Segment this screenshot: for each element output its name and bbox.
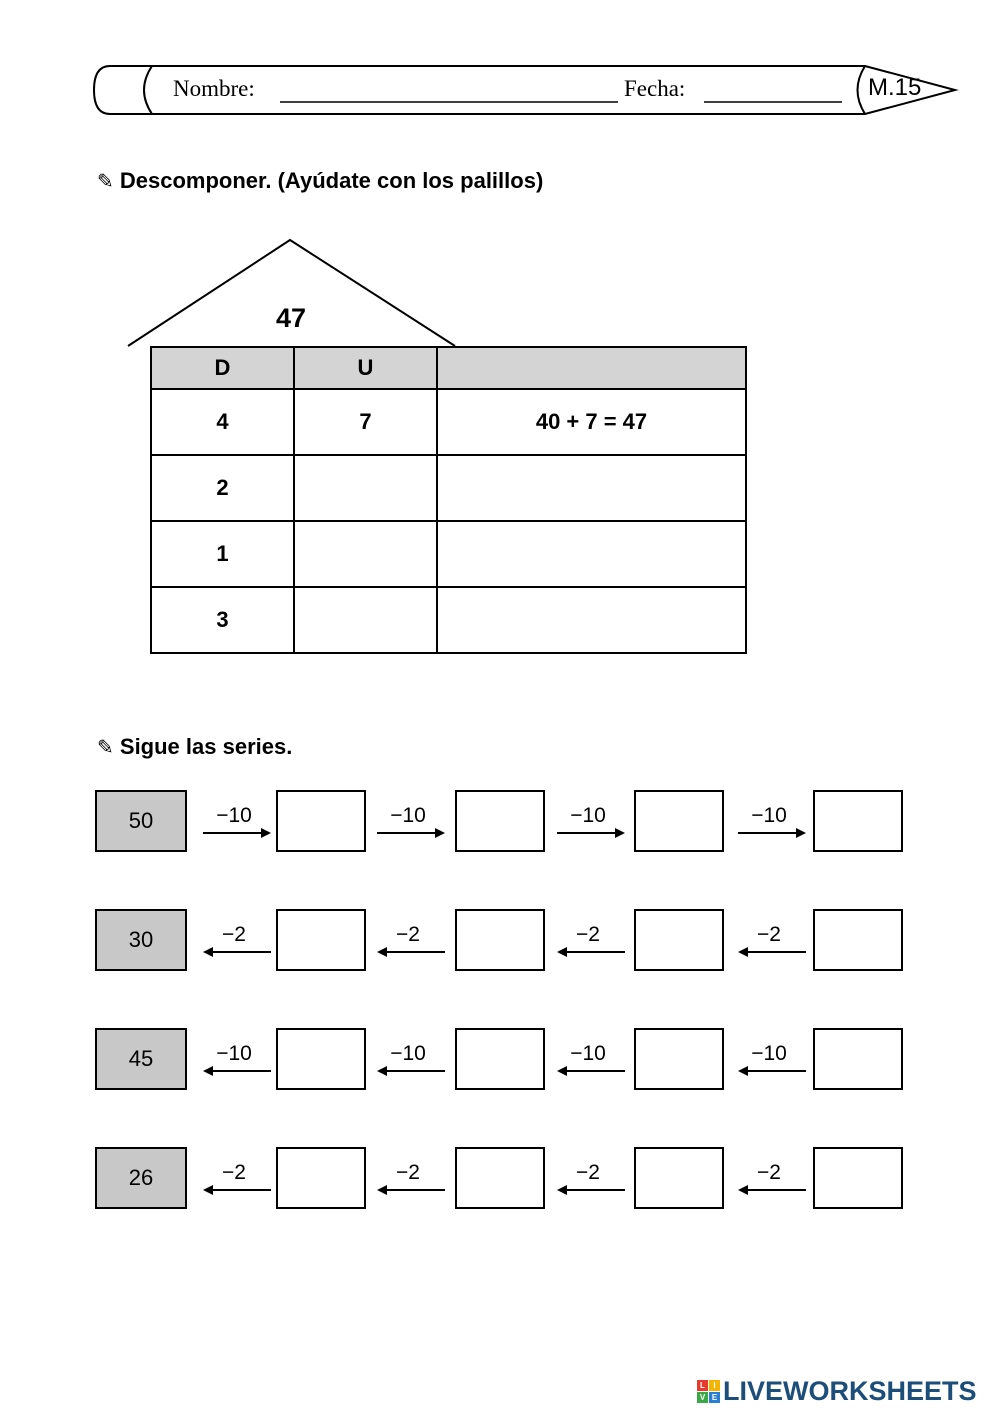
step-label: −10 bbox=[570, 1042, 606, 1065]
name-label: Nombre: bbox=[173, 76, 255, 101]
step-label: −2 bbox=[396, 923, 420, 946]
series-step bbox=[738, 1147, 814, 1207]
section2-heading bbox=[97, 734, 292, 760]
series-step bbox=[557, 790, 633, 850]
step-label: −10 bbox=[570, 804, 606, 827]
section2-title: Sigue las series. bbox=[119, 734, 293, 759]
tens-cell: 4 bbox=[151, 389, 294, 455]
header-units: U bbox=[294, 347, 437, 389]
date-label: Fecha: bbox=[624, 76, 686, 101]
table-row bbox=[151, 587, 746, 653]
arrow-left-icon bbox=[738, 1183, 808, 1197]
table-row bbox=[151, 521, 746, 587]
series-answer-box[interactable] bbox=[634, 790, 724, 852]
step-label: −10 bbox=[216, 1042, 252, 1065]
series-step bbox=[203, 790, 279, 850]
section1-title: Descomponer. (Ayúdate con los palillos) bbox=[119, 168, 544, 193]
series-answer-box[interactable] bbox=[813, 909, 903, 971]
worksheet-code: M.15 bbox=[868, 74, 922, 101]
series-answer-box[interactable] bbox=[634, 1147, 724, 1209]
step-label: −2 bbox=[757, 923, 781, 946]
step-label: −2 bbox=[222, 1161, 246, 1184]
series-step bbox=[738, 790, 814, 850]
series-answer-box[interactable] bbox=[813, 790, 903, 852]
logo-letter: E bbox=[709, 1392, 720, 1403]
sum-cell: 40 + 7 = 47 bbox=[437, 389, 746, 455]
series-answer-box[interactable] bbox=[634, 909, 724, 971]
arrow-right-icon bbox=[377, 826, 447, 840]
table-header-row bbox=[151, 347, 746, 389]
arrow-left-icon bbox=[738, 1064, 808, 1078]
roof-number: 47 bbox=[275, 303, 307, 333]
arrow-right-icon bbox=[203, 826, 273, 840]
step-label: −10 bbox=[751, 804, 787, 827]
table-row bbox=[151, 455, 746, 521]
series-start-box: 50 bbox=[95, 790, 187, 852]
series-answer-box[interactable] bbox=[276, 1147, 366, 1209]
series-step bbox=[377, 1028, 453, 1088]
step-label: −10 bbox=[390, 1042, 426, 1065]
series-answer-box[interactable] bbox=[455, 1147, 545, 1209]
table-row bbox=[151, 389, 746, 455]
tens-cell: 2 bbox=[151, 455, 294, 521]
arrow-left-icon bbox=[738, 945, 808, 959]
units-answer-cell[interactable] bbox=[294, 455, 437, 521]
step-label: −2 bbox=[757, 1161, 781, 1184]
series-step bbox=[557, 1147, 633, 1207]
series-step bbox=[738, 909, 814, 969]
logo-letter: I bbox=[709, 1380, 720, 1391]
series-row bbox=[95, 1147, 905, 1209]
step-label: −10 bbox=[390, 804, 426, 827]
sum-answer-cell[interactable] bbox=[437, 587, 746, 653]
series-start-box: 45 bbox=[95, 1028, 187, 1090]
series-answer-box[interactable] bbox=[455, 1028, 545, 1090]
series-answer-box[interactable] bbox=[813, 1028, 903, 1090]
series-answer-box[interactable] bbox=[276, 909, 366, 971]
arrow-left-icon bbox=[203, 945, 273, 959]
decomposition-table bbox=[150, 346, 747, 654]
series-answer-box[interactable] bbox=[813, 1147, 903, 1209]
step-label: −2 bbox=[222, 923, 246, 946]
logo-letter: L bbox=[697, 1380, 708, 1391]
section1-heading bbox=[97, 168, 543, 194]
series-answer-box[interactable] bbox=[276, 1028, 366, 1090]
header-sum bbox=[437, 347, 746, 389]
series-step bbox=[203, 1028, 279, 1088]
step-label: −10 bbox=[216, 804, 252, 827]
step-label: −10 bbox=[751, 1042, 787, 1065]
series-step bbox=[377, 909, 453, 969]
logo-blocks-icon bbox=[697, 1380, 720, 1403]
series-answer-box[interactable] bbox=[276, 790, 366, 852]
step-label: −2 bbox=[396, 1161, 420, 1184]
liveworksheets-logo bbox=[697, 1376, 977, 1407]
arrow-right-icon bbox=[738, 826, 808, 840]
series-step bbox=[203, 909, 279, 969]
units-answer-cell[interactable] bbox=[294, 521, 437, 587]
header-tens: D bbox=[151, 347, 294, 389]
sum-answer-cell[interactable] bbox=[437, 455, 746, 521]
series-start-box: 26 bbox=[95, 1147, 187, 1209]
series-answer-box[interactable] bbox=[455, 909, 545, 971]
arrow-right-icon bbox=[557, 826, 627, 840]
tens-cell: 3 bbox=[151, 587, 294, 653]
series-row bbox=[95, 790, 905, 852]
series-row bbox=[95, 909, 905, 971]
series-step bbox=[203, 1147, 279, 1207]
series-start-box: 30 bbox=[95, 909, 187, 971]
units-answer-cell[interactable] bbox=[294, 587, 437, 653]
series-row bbox=[95, 1028, 905, 1090]
arrow-left-icon bbox=[557, 945, 627, 959]
arrow-left-icon bbox=[377, 945, 447, 959]
brand-name: LIVEWORKSHEETS bbox=[723, 1376, 977, 1406]
arrow-left-icon bbox=[557, 1183, 627, 1197]
sum-answer-cell[interactable] bbox=[437, 521, 746, 587]
series-step bbox=[377, 1147, 453, 1207]
arrow-left-icon bbox=[557, 1064, 627, 1078]
tens-cell: 1 bbox=[151, 521, 294, 587]
series-step bbox=[557, 1028, 633, 1088]
series-step bbox=[557, 909, 633, 969]
series-step bbox=[377, 790, 453, 850]
pencil-icon: ✎ bbox=[97, 735, 114, 759]
series-answer-box[interactable] bbox=[455, 790, 545, 852]
arrow-left-icon bbox=[377, 1183, 447, 1197]
step-label: −2 bbox=[576, 1161, 600, 1184]
logo-letter: V bbox=[697, 1392, 708, 1403]
series-answer-box[interactable] bbox=[634, 1028, 724, 1090]
arrow-left-icon bbox=[203, 1064, 273, 1078]
units-cell: 7 bbox=[294, 389, 437, 455]
pencil-icon: ✎ bbox=[97, 169, 114, 193]
step-label: −2 bbox=[576, 923, 600, 946]
series-step bbox=[738, 1028, 814, 1088]
arrow-left-icon bbox=[203, 1183, 273, 1197]
arrow-left-icon bbox=[377, 1064, 447, 1078]
